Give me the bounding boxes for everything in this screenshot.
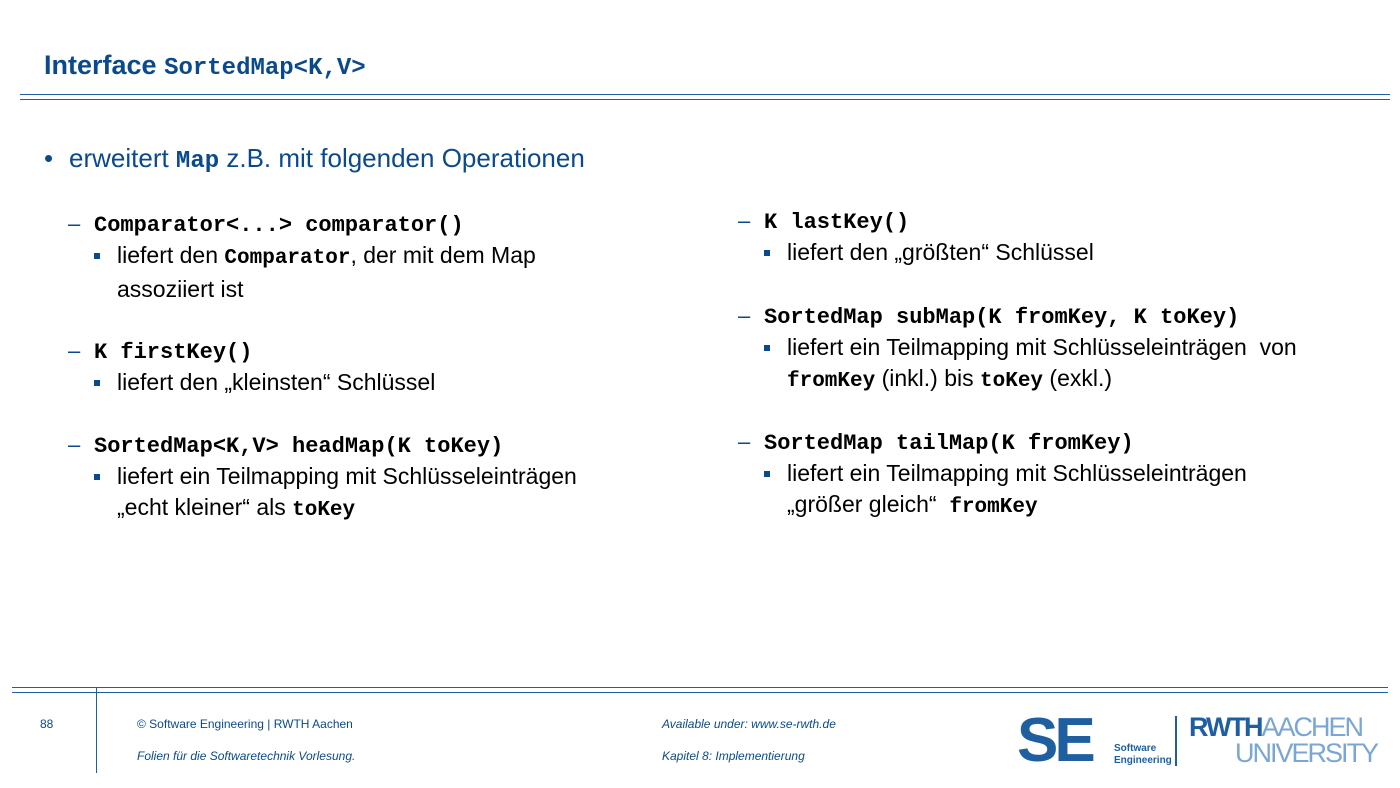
method-signature: SortedMap subMap(K fromKey, K toKey) xyxy=(764,305,1240,330)
method-submap xyxy=(738,300,1378,397)
square-bullet-icon xyxy=(94,380,100,386)
title-divider xyxy=(20,94,1390,95)
dash-icon: – xyxy=(738,208,751,233)
method-signature: SortedMap<K,V> headMap(K toKey) xyxy=(94,434,504,459)
desc-code: fromKey xyxy=(949,496,1038,519)
desc-code: toKey xyxy=(292,499,356,522)
dash-icon: – xyxy=(738,429,751,454)
footer-divider xyxy=(12,687,1388,688)
se-logo-subtitle xyxy=(1114,743,1172,767)
desc-text: , der mit dem Map xyxy=(350,242,536,268)
square-bullet-icon xyxy=(94,474,100,480)
dash-icon: – xyxy=(738,303,751,328)
main-bullet-pre: erweitert xyxy=(69,143,176,173)
se-logo-sub1: Software xyxy=(1114,743,1157,754)
method-headmap xyxy=(68,429,708,526)
method-comparator xyxy=(68,208,708,305)
rwth-logo-bold: RWTH xyxy=(1189,712,1262,742)
desc-text: assoziiert ist xyxy=(117,276,244,302)
method-signature: K lastKey() xyxy=(764,210,910,235)
method-tailmap xyxy=(738,426,1378,523)
desc-text: liefert ein Teilmapping mit Schlüsseleinträgen von xyxy=(787,334,1297,360)
title-text: Interface xyxy=(44,50,165,80)
footer-available: Available under: www.se-rwth.de xyxy=(662,717,836,731)
page-number: 88 xyxy=(40,717,54,731)
dash-icon: – xyxy=(68,211,81,236)
method-signature: K firstKey() xyxy=(94,340,253,365)
square-bullet-icon xyxy=(764,250,770,256)
rwth-logo-light: AACHEN xyxy=(1261,712,1363,742)
desc-text: liefert ein Teilmapping mit Schlüsseleinträgen xyxy=(117,463,577,489)
desc-text: (exkl.) xyxy=(1043,365,1113,391)
dash-icon: – xyxy=(68,338,81,363)
se-logo-sub2: Engineering xyxy=(1114,755,1172,766)
method-signature: SortedMap tailMap(K fromKey) xyxy=(764,431,1134,456)
main-bullet-post: z.B. mit folgenden Operationen xyxy=(219,143,585,173)
desc-text: liefert den „kleinsten“ Schlüssel xyxy=(117,369,436,395)
desc-text: liefert den „größten“ Schlüssel xyxy=(787,239,1094,265)
desc-code: fromKey xyxy=(787,370,876,393)
bullet-dot: • xyxy=(44,143,54,173)
desc-text: liefert den xyxy=(117,242,225,268)
method-lastkey xyxy=(738,205,1378,268)
main-bullet xyxy=(44,143,585,175)
se-logo-letters: SE xyxy=(1017,706,1092,775)
rwth-logo xyxy=(1189,712,1378,768)
rwth-logo-university: UNIVERSITY xyxy=(1235,738,1378,768)
square-bullet-icon xyxy=(764,345,770,351)
desc-code: Comparator xyxy=(224,247,351,270)
desc-code: toKey xyxy=(980,370,1044,393)
square-bullet-icon xyxy=(94,253,100,259)
method-signature: Comparator<...> comparator() xyxy=(94,213,464,238)
footer-copyright: © Software Engineering | RWTH Aachen xyxy=(137,717,353,731)
square-bullet-icon xyxy=(764,471,770,477)
desc-text: liefert ein Teilmapping mit Schlüsseleinträgen xyxy=(787,460,1247,486)
footer-divider-2 xyxy=(12,692,1388,693)
footer-subtitle: Folien für die Softwaretechnik Vorlesung. xyxy=(137,749,356,763)
footer-chapter: Kapitel 8: Implementierung xyxy=(662,749,805,763)
dash-icon: – xyxy=(68,432,81,457)
slide-title xyxy=(44,50,366,82)
desc-text: (inkl.) bis xyxy=(875,365,981,391)
logo-divider xyxy=(1175,716,1177,766)
title-divider-2 xyxy=(20,99,1390,100)
desc-text: „größer gleich“ xyxy=(787,491,950,517)
footer-vertical-divider xyxy=(96,687,97,773)
desc-text: „echt kleiner“ als xyxy=(117,494,293,520)
method-firstkey xyxy=(68,335,708,398)
title-code: SortedMap<K,V> xyxy=(164,55,366,82)
main-bullet-code: Map xyxy=(175,148,220,175)
